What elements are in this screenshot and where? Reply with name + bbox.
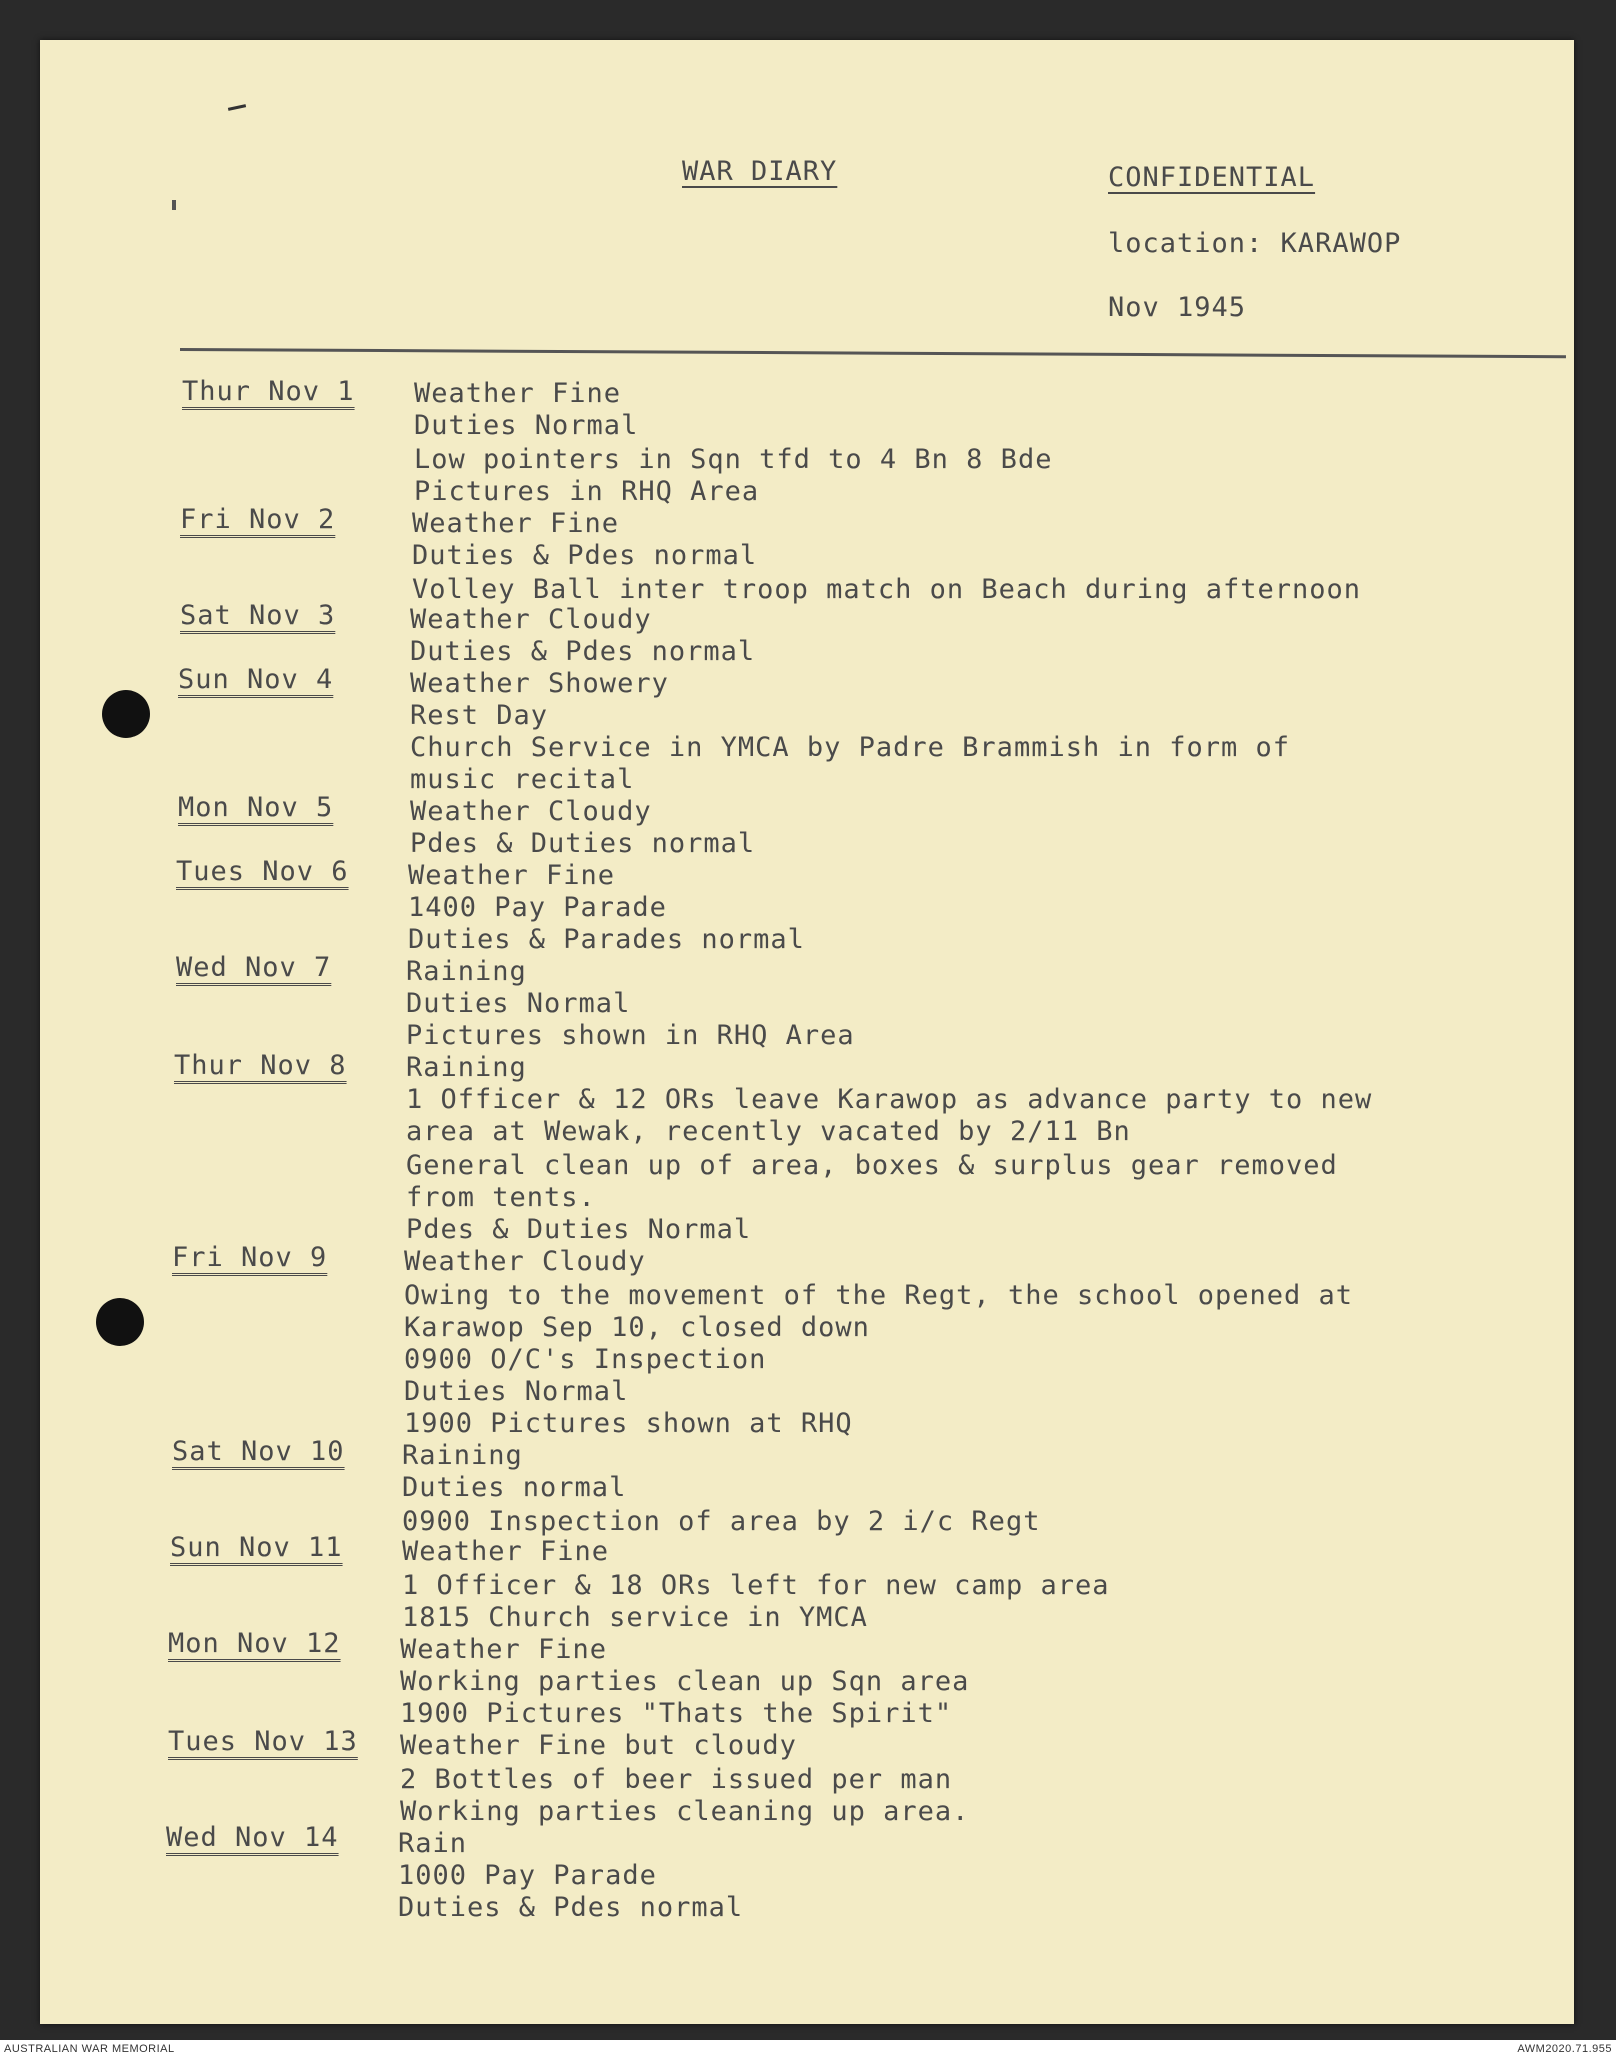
diary-line: Duties Normal	[406, 988, 631, 1019]
diary-line: Rest Day	[410, 700, 549, 731]
diary-line: Weather Cloudy	[410, 604, 652, 635]
archive-name: AUSTRALIAN WAR MEMORIAL	[4, 2043, 175, 2055]
diary-line: Owing to the movement of the Regt, the school opened at	[404, 1280, 1354, 1311]
diary-line: from tents.	[406, 1182, 596, 1213]
diary-date: Thur Nov 8	[174, 1050, 347, 1081]
diary-date: Wed Nov 14	[166, 1822, 339, 1853]
diary-line: Volley Ball inter troop match on Beach during afternoon	[412, 574, 1362, 605]
punch-hole-top	[102, 690, 150, 738]
diary-line: 0900 Inspection of area by 2 i/c Regt	[402, 1506, 1041, 1537]
diary-line: Weather Fine	[414, 378, 622, 409]
document-title: WAR DIARY	[682, 156, 838, 187]
diary-line: Pictures shown in RHQ Area	[406, 1020, 855, 1051]
diary-line: 1815 Church service in YMCA	[402, 1602, 868, 1633]
diary-line: Weather Fine	[408, 860, 616, 891]
diary-line: Weather Fine	[402, 1536, 610, 1567]
diary-line: Raining	[406, 956, 527, 987]
diary-line: 1900 Pictures shown at RHQ	[404, 1408, 853, 1439]
diary-line: Church Service in YMCA by Padre Brammish in form of	[410, 732, 1291, 763]
diary-line: Duties normal	[402, 1472, 627, 1503]
paper-blemish	[172, 200, 176, 210]
diary-line: Duties Normal	[404, 1376, 629, 1407]
diary-date: Fri Nov 2	[180, 504, 336, 535]
punch-hole-bottom	[96, 1298, 144, 1346]
diary-line: Weather Cloudy	[404, 1246, 646, 1277]
diary-date: Tues Nov 6	[176, 856, 349, 887]
diary-line: Weather Fine but cloudy	[400, 1730, 797, 1761]
diary-line: music recital	[410, 764, 635, 795]
classification-label: CONFIDENTIAL	[1108, 162, 1316, 193]
diary-line: Duties & Parades normal	[408, 924, 805, 955]
archive-footer	[0, 2040, 1616, 2061]
diary-line: Duties & Pdes normal	[412, 540, 758, 571]
diary-date: Mon Nov 5	[178, 792, 334, 823]
diary-date: Wed Nov 7	[176, 952, 332, 983]
diary-line: 1400 Pay Parade	[408, 892, 667, 923]
diary-date: Mon Nov 12	[168, 1628, 341, 1659]
diary-date: Sat Nov 10	[172, 1436, 345, 1467]
diary-line: area at Wewak, recently vacated by 2/11 Bn	[406, 1116, 1131, 1147]
diary-line: Weather Fine	[400, 1634, 608, 1665]
diary-line: 1000 Pay Parade	[398, 1860, 657, 1891]
diary-line: Weather Cloudy	[410, 796, 652, 827]
diary-line: Working parties cleaning up area.	[400, 1796, 970, 1827]
diary-date: Thur Nov 1	[182, 376, 355, 407]
diary-line: Karawop Sep 10, closed down	[404, 1312, 870, 1343]
diary-line: 2 Bottles of beer issued per man	[400, 1764, 953, 1795]
diary-date: Sun Nov 11	[170, 1532, 343, 1563]
diary-line: Duties Normal	[414, 410, 639, 441]
diary-line: Duties & Pdes normal	[398, 1892, 744, 1923]
diary-line: Weather Fine	[412, 508, 620, 539]
diary-line: 1 Officer & 12 ORs leave Karawop as advance party to new	[406, 1084, 1373, 1115]
diary-line: Pictures in RHQ Area	[414, 476, 760, 507]
diary-line: General clean up of area, boxes & surplus gear removed	[406, 1150, 1338, 1181]
diary-line: Weather Showery	[410, 668, 669, 699]
diary-line: Duties & Pdes normal	[410, 636, 756, 667]
diary-line: Pdes & Duties normal	[410, 828, 756, 859]
diary-line: 1 Officer & 18 ORs left for new camp area	[402, 1570, 1110, 1601]
diary-line: 0900 O/C's Inspection	[404, 1344, 767, 1375]
location-label: location: KARAWOP	[1108, 228, 1402, 259]
diary-line: Pdes & Duties Normal	[406, 1214, 752, 1245]
diary-line: Raining	[406, 1052, 527, 1083]
diary-line: Low pointers in Sqn tfd to 4 Bn 8 Bde	[414, 444, 1053, 475]
diary-date: Sat Nov 3	[180, 600, 336, 631]
month-label: Nov 1945	[1108, 292, 1247, 323]
diary-date: Tues Nov 13	[168, 1726, 358, 1757]
diary-date: Sun Nov 4	[178, 664, 334, 695]
diary-line: Rain	[398, 1828, 468, 1859]
diary-line: 1900 Pictures "Thats the Spirit"	[400, 1698, 953, 1729]
diary-line: Raining	[402, 1440, 523, 1471]
diary-date: Fri Nov 9	[172, 1242, 328, 1273]
diary-line: Working parties clean up Sqn area	[400, 1666, 970, 1697]
archive-reference: AWM2020.71.955	[1517, 2043, 1612, 2055]
